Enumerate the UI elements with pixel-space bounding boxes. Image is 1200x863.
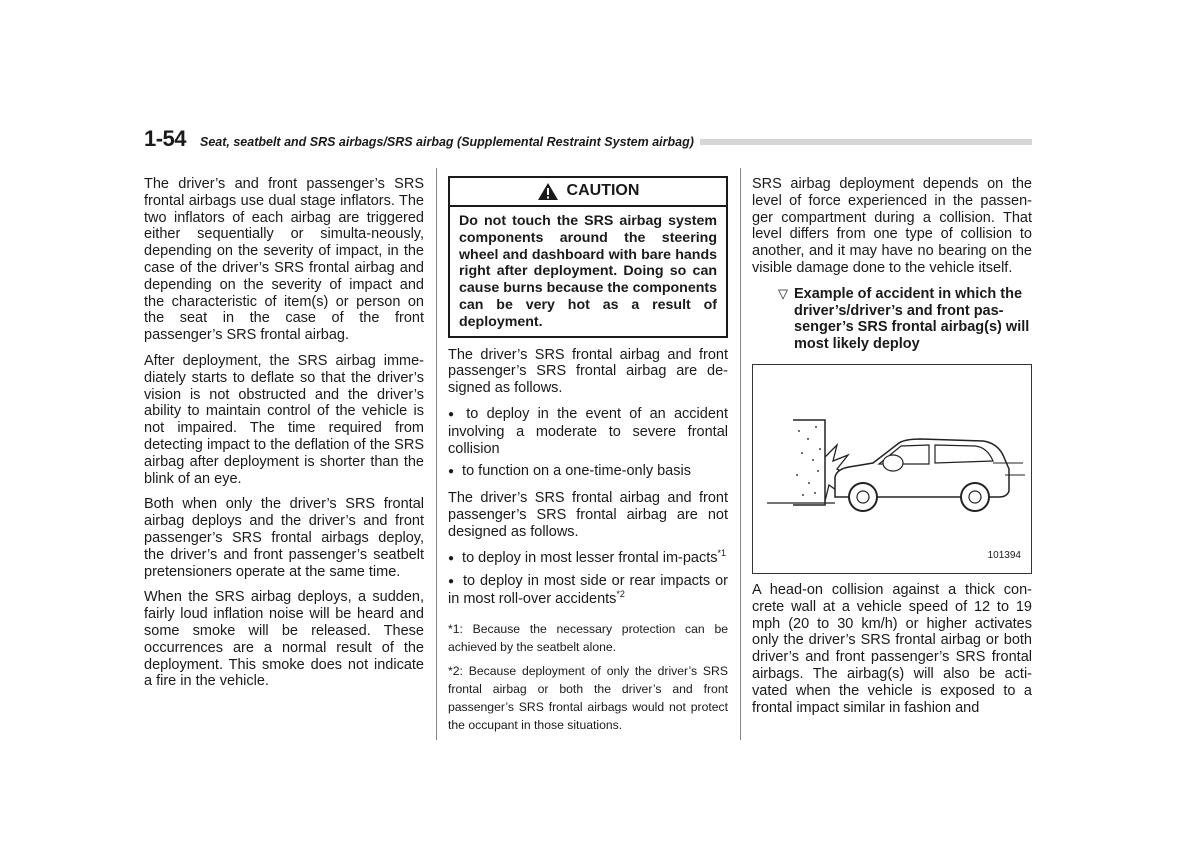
section-title-text: Seat, seatbelt and SRS airbags/SRS airbag (Supplemental Restraint System airbag) (200, 135, 700, 149)
caution-header (450, 178, 726, 207)
list-item: ● to function on a one-time-only basis (448, 463, 691, 480)
list-item: ● to deploy in most side or rear impacts or in most roll-over accidents$^{*2}$ (448, 573, 728, 608)
caution-text: Do not touch the SRS airbag system components around the steering wheel and dashboard with bare hands right after deployment. Doing so can cause burns because the components can be very hot as a result of deployment. (459, 213, 717, 330)
footnote-2: *2: Because deployment of only the driver’s SRS frontal airbag or both the driver’s and front passenger’s SRS frontal airbags would not protect the occupant in those situations. (448, 663, 728, 732)
footnote-1: *1: Because the necessary protection can be achieved by the seatbelt alone. (448, 621, 728, 654)
page-header (144, 126, 1032, 150)
paragraph-head-on-collision: A head-on collision against a thick con-crete wall at a vehicle speed of 12 to 19 mph (20 to 30 km/h) or higher activates only the driver’s SRS frontal airbag or both driver’s and front passenger’s SRS frontal airbags. The airbag(s) will also be acti-vated when the vehicle is exposed to a frontal impact similar in fashion and (752, 581, 1032, 716)
subheading-text: Example of accident in which the driver’s/driver’s and front pas-senger’s SRS frontal airbag(s) will most likely deploy (794, 285, 1030, 353)
paragraph-designed-as: The driver’s SRS frontal airbag and front passenger’s SRS frontal airbag are de-signed as follows. (448, 346, 728, 397)
car-hitting-wall-illustration (753, 365, 1031, 573)
footnote-ref: *2 (616, 589, 625, 600)
paragraph-noise-smoke: When the SRS airbag deploys, a sudden, fairly loud inflation noise will be heard and some smoke will be released. These occurrences are a normal result of the deployment. This smoke does not indicate a fire in the vehicle. (144, 589, 424, 690)
column-3 (752, 176, 1032, 725)
caution-box (448, 176, 728, 338)
paragraph-deployment-force: SRS airbag deployment depends on the level of force experienced in the passen-ger compartment during a collision. That level differs from one type of collision to another, and it may have no bearing on the visible damage done to the vehicle itself. (752, 176, 1032, 276)
section-title (200, 135, 700, 149)
bullet-icon: ● (448, 576, 455, 588)
column-divider-2 (740, 168, 741, 740)
bullet-icon: ● (448, 552, 455, 564)
subheading (778, 286, 1032, 353)
paragraph-dual-stage: The driver’s and front passenger’s SRS frontal airbags use dual stage inflators. The two inflators of each airbag are triggered either sequentially or simulta-neously, depending on the severity of impact, in the case of the driver’s SRS frontal airbag and depending on the severity of impact and the characteristic of item(s) or person on the seat in the case of the front passenger’s SRS frontal airbag. (144, 176, 424, 344)
figure-code: 101394 (987, 550, 1021, 562)
footnote-ref: *1 (717, 547, 727, 558)
list-item: ● to deploy in the event of an accident involving a moderate to severe frontal collision (448, 405, 728, 457)
paragraph-pretensioners: Both when only the driver’s SRS frontal airbag deploys and the driver’s and front passenger’s SRS frontal airbags deploy, the driver’s and front passenger’s seatbelt pretensioners operate at the same time. (144, 496, 424, 580)
column-2 (448, 176, 728, 740)
collision-illustration (752, 364, 1032, 574)
bullet-icon: ● (448, 466, 455, 478)
triangle-down-icon: ▽ (778, 285, 788, 301)
column-1 (144, 176, 424, 699)
warning-triangle-icon (537, 182, 559, 201)
column-divider-1 (436, 168, 437, 740)
paragraph-deflate: After deployment, the SRS airbag imme-diately starts to deflate so that the driver’s vision is not obstructed and the driver’s ability to maintain control of the vehicle is not impaired. The time required from detecting impact to the deflation of the SRS airbag after deployment is shorter than the blink of an eye. (144, 352, 424, 487)
caution-title: CAUTION (566, 182, 640, 200)
page-number: 1-54 (144, 126, 187, 151)
bullet-icon: ● (448, 408, 459, 420)
paragraph-not-designed: The driver’s SRS frontal airbag and front passenger’s SRS frontal airbag are not designed as follows. (448, 490, 728, 540)
list-item: ● to deploy in most lesser frontal im-pacts$^{*1}$ (448, 547, 727, 566)
